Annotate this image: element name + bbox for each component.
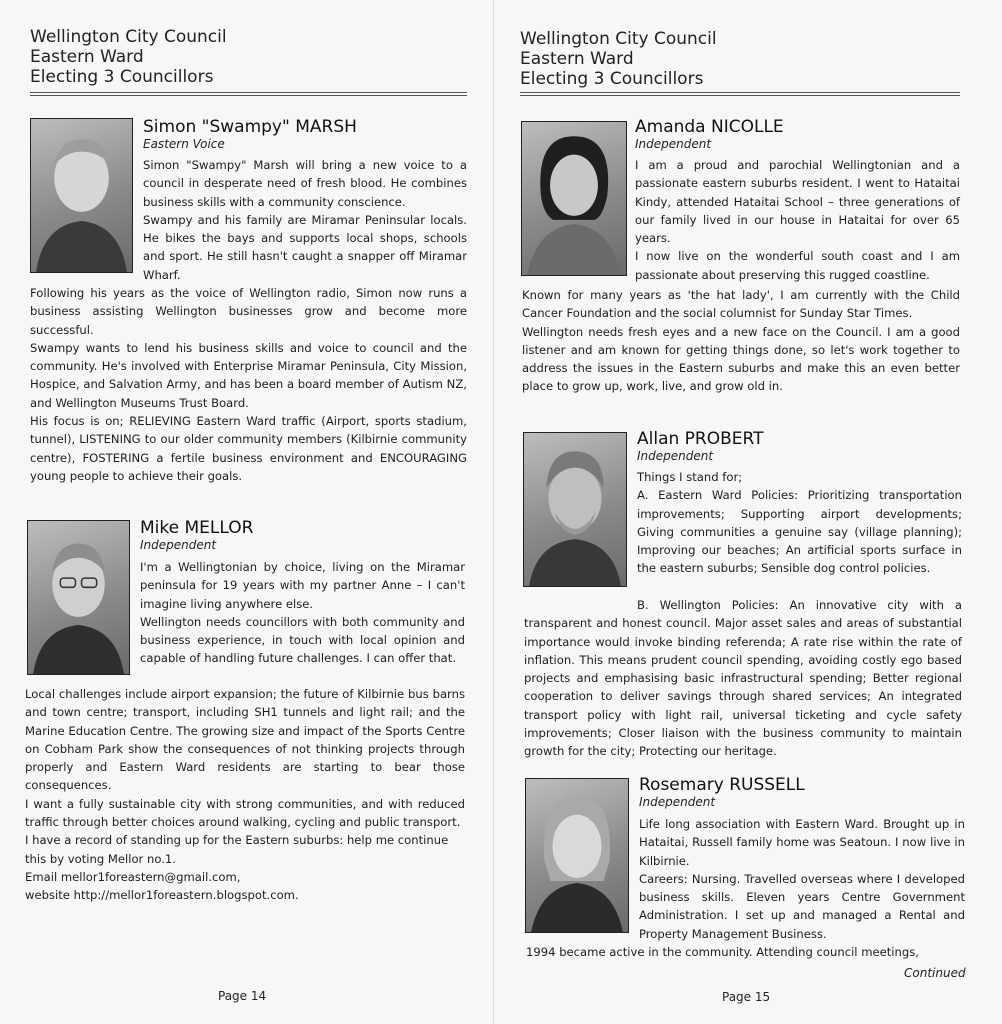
ward-title: Eastern Ward [520,49,634,69]
bio-paragraph: Careers: Nursing. Travelled overseas where I developed business skills. Eleven years Centre Government Administration. I set up and managed a Rental and Property Management Business. [639,871,965,941]
bio-paragraph: Wellington needs fresh eyes and a new face on the Council. I am a good listener and am known for getting things done, so let's work together to address the issues in the Eastern suburbs and make this an even better place to grow up, work, live, and grow old in. [522,324,960,394]
bio-paragraph: Known for many years as 'the hat lady', I am currently with the Child Cancer Foundation and the social columnist for Sunday Star Times. [522,288,960,321]
bio-paragraph: Local challenges include airport expansion; the future of Kilbirnie bus barns and town centre; transport, including SH1 tunnels and light rail; and the Marine Education Centre. The growing size and impact of the Sports Centre on Cobham Park show the consequences of not thinking projects through properly and Eastern Ward residents are starting to bear those consequences. [25,687,465,793]
bio-paragraph: Things I stand for; [637,470,743,484]
candidate-bio-probert-bottom [524,596,962,761]
page-number: Page 14 [218,989,267,1003]
candidate-affiliation-nicolle: Independent [635,137,712,151]
candidate-name-probert: Allan PROBERT [637,429,764,449]
left-page-header [30,27,227,87]
bio-paragraph: I now live on the wonderful south coast and I am passionate about preserving this rugged coastline. [635,249,960,282]
candidate-affiliation-marsh: Eastern Voice [143,137,225,151]
candidate-photo-probert [523,432,627,587]
candidate-affiliation-probert: Independent [637,449,714,463]
electing-title: Electing 3 Councillors [30,67,214,87]
bio-paragraph: Wellington needs councillors with both community and business experience, in touch with local opinion and capable of handling future challenges. I can offer that. [140,614,465,666]
header-rule [30,92,467,96]
header-rule [520,92,960,96]
candidate-bio-marsh-top [143,156,467,284]
bio-paragraph: Simon "Swampy" Marsh will bring a new voice to a council in desperate need of fresh blood. He combines business skills with a community conscience. [143,158,467,209]
candidate-bio-marsh-bottom [30,284,467,485]
candidate-bio-mellor-top [140,558,465,668]
bio-paragraph: I am a proud and parochial Wellingtonian and a passionate eastern suburbs resident. I went to Hataitai Kindy, attended Hataitai School – three generations of our family lived in our house in Hataitai for over 65 years. [635,158,960,246]
page-spine [493,0,494,1024]
candidate-photo-nicolle [521,121,627,276]
candidate-photo-mellor [27,520,130,675]
candidate-name-russell: Rosemary RUSSELL [639,775,805,795]
page-number: Page 15 [722,990,771,1004]
candidate-bio-russell-top [639,815,965,943]
candidate-bio-nicolle-bottom [522,286,960,396]
right-page-header [520,29,717,89]
bio-paragraph: Following his years as the voice of Wellington radio, Simon now runs a business assisting Wellington businesses grow and become more successful. [30,286,467,337]
candidate-affiliation-mellor: Independent [140,538,217,552]
contact-email: Email mellor1foreastern@gmail.com, [25,869,241,884]
bio-paragraph: I'm a Wellingtonian by choice, living on the Miramar peninsula for 19 years with my partner Anne – I can't imagine living anywhere else. [140,560,465,611]
candidate-bio-russell-bottom [526,943,965,961]
bio-paragraph: His focus is on; RELIEVING Eastern Ward traffic (Airport, sports stadium, tunnel), LISTENING to our older community members (Kilbirnie community centre), FOSTERING a fertile business environment and ENCOURAGING young people to achieve their goals. [30,414,467,483]
candidate-bio-probert-top [637,468,962,578]
bio-paragraph: Swampy wants to lend his business skills and voice to council and the community. He's involved with Enterprise Miramar Peninsula, City Mission, Hospice, and Salvation Army, and has been a board member of Autism NZ, and Wellington Museums Trust Board. [30,340,467,410]
bio-paragraph: Swampy and his family are Miramar Peninsular locals. He bikes the bays and supports local shops, schools and sport. He still hasn't caught a snapper off Miramar Wharf. [143,212,467,282]
bio-paragraph: 1994 became active in the community. Attending council meetings, [526,945,919,959]
electing-title: Electing 3 Councillors [520,69,704,89]
bio-paragraph: I want a fully sustainable city with strong communities, and with reduced traffic through better choices around walking, cycling and public transport. [25,796,465,830]
ward-title: Eastern Ward [30,47,144,67]
bio-paragraph: I have a record of standing up for the Eastern suburbs: help me continue this by voting Mellor no.1. [25,833,449,866]
council-title: Wellington City Council [520,29,717,49]
bio-paragraph: B. Wellington Policies: An innovative city with a transparent and honest council. Major asset sales and areas of substantial importance would invoke binding referenda; A rate rise within the rate of inflation. This means prudent council spending, avoiding costly ego based projects and emphasising basic infrastructural spending; Better regional cooperation to deliver savings through shared services; An integrated transport policy with light rail, universal ticketing and cycle safety improvements; Closer liaison with the business community to maintain growth for the city; Protecting our heritage. [524,598,962,759]
candidate-photo-russell [525,778,629,933]
candidate-name-mellor: Mike MELLOR [140,518,254,538]
right-page [500,0,1002,1024]
left-page [0,0,490,1024]
bio-paragraph: Life long association with Eastern Ward. Brought up in Hataitai, Russell family home was Seatoun. I now live in Kilbirnie. [639,817,965,868]
candidate-name-marsh: Simon "Swampy" MARSH [143,117,357,137]
contact-website: website http://mellor1foreastern.blogspot.com. [25,888,299,903]
bio-paragraph: A. Eastern Ward Policies: Prioritizing transportation improvements; Supporting airport developments; Giving communities a genuine say (village planning); Improving our beaches; An artificial sports surface in the eastern suburbs; Sensible dog control policies. [637,488,962,576]
candidate-photo-marsh [30,118,133,273]
candidate-bio-mellor-bottom [25,685,465,905]
candidate-affiliation-russell: Independent [639,795,716,809]
council-title: Wellington City Council [30,27,227,47]
continued-note: Continued [904,966,966,980]
candidate-name-nicolle: Amanda NICOLLE [635,117,784,137]
candidate-bio-nicolle-top [635,156,960,284]
